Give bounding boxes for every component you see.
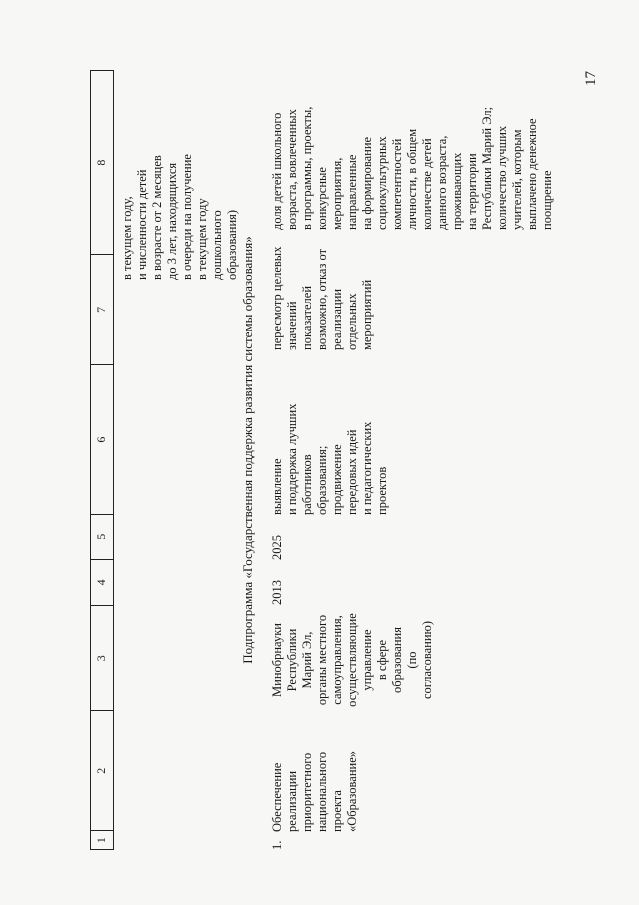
text-line: в очереди на получение (180, 154, 194, 280)
text-line: осуществляющие (345, 613, 359, 707)
start-year: 2013 (270, 580, 284, 605)
header-col-5: 5 (91, 515, 113, 560)
text-line: передовых идей (345, 429, 359, 515)
text-line: продвижение (330, 444, 344, 515)
text-line: и поддержка лучших (285, 403, 299, 515)
text-line: Обеспечение (270, 762, 284, 832)
indicator-continuation (120, 70, 240, 280)
text-line: на территории (465, 153, 479, 230)
text-line: реализации (330, 288, 344, 350)
text-line: мероприятия, (330, 157, 344, 230)
text-line: образования; (315, 445, 329, 515)
indicator (270, 70, 555, 230)
table-header-row (90, 70, 114, 850)
text-line: образования) (225, 209, 239, 280)
text-line: реализации (285, 770, 299, 832)
text-line: до 3 лет, находящихся (165, 162, 179, 280)
text-line: образования (390, 627, 404, 693)
executor (270, 610, 435, 710)
text-line: мероприятий (360, 279, 374, 350)
text-line: Республики (285, 628, 299, 692)
rotated-table (90, 70, 610, 850)
text-line: компетентностей (390, 138, 404, 230)
text-line: пересмотр целевых (270, 246, 284, 350)
text-line: проекта (330, 790, 344, 832)
text-line: в сфере (375, 639, 389, 681)
text-line: выплачено денежное (525, 118, 539, 230)
text-line: в возрасте от 2 месяцев (150, 155, 164, 280)
text-line: данного возраста, (435, 135, 449, 230)
header-col-3: 3 (91, 606, 113, 711)
header-col-1: 1 (91, 831, 113, 850)
header-col-2: 2 (91, 711, 113, 831)
header-col-8: 8 (91, 70, 113, 255)
text-line: приоритетного (300, 752, 314, 832)
text-line: и численности детей (135, 169, 149, 280)
text-line: Минобрнауки (270, 623, 284, 697)
text-line: в программы, проекты, (300, 106, 314, 230)
text-line: в текущем году, (120, 196, 134, 280)
text-line: отдельных (345, 293, 359, 350)
text-line: значений (285, 301, 299, 350)
text-line: национального (315, 751, 329, 832)
text-line: показателей (300, 285, 314, 350)
text-line: возможно, отказ от (315, 248, 329, 350)
header-col-7: 7 (91, 255, 113, 365)
text-line: работников (300, 454, 314, 515)
text-line: органы местного (315, 614, 329, 706)
activity-name (270, 717, 360, 832)
page-number: 17 (583, 71, 599, 86)
text-line: учителей, которым (510, 129, 524, 230)
row-number: 1. (270, 840, 284, 850)
end-year: 2025 (270, 535, 284, 560)
text-line: Республики Марий Эл; (480, 106, 494, 230)
text-line: количестве детей (420, 138, 434, 230)
text-line: проживающих (450, 152, 464, 230)
text-line: конкурсные (315, 167, 329, 230)
text-line: поощрение (540, 170, 554, 230)
non-implementation-consequence (270, 230, 375, 350)
text-line: самоуправления, (330, 615, 344, 705)
text-line: Марий Эл, (300, 631, 314, 689)
text-line: социокультурных (375, 136, 389, 230)
expected-result (270, 365, 390, 515)
text-line: возраста, вовлеченных (285, 109, 299, 230)
text-line: направленные (345, 154, 359, 230)
text-line: личности, в общем (405, 128, 419, 230)
header-col-6: 6 (91, 365, 113, 515)
text-line: в текущем году (195, 198, 209, 280)
subprogram-title: Подпрограмма «Государственная поддержка развития системы образования» (240, 236, 255, 664)
text-line: (по (405, 651, 419, 669)
text-line: дошкольного (210, 210, 224, 280)
text-line: «Образование» (345, 750, 359, 832)
header-col-4: 4 (91, 560, 113, 607)
text-line: проектов (375, 466, 389, 515)
text-line: и педагогических (360, 421, 374, 515)
text-line: управление (360, 629, 374, 691)
text-line: количество лучших (495, 125, 509, 230)
text-line: выявление (270, 458, 284, 515)
text-line: на формирование (360, 136, 374, 230)
text-line: согласованию) (420, 620, 434, 700)
text-line: доля детей школьного (270, 112, 284, 230)
